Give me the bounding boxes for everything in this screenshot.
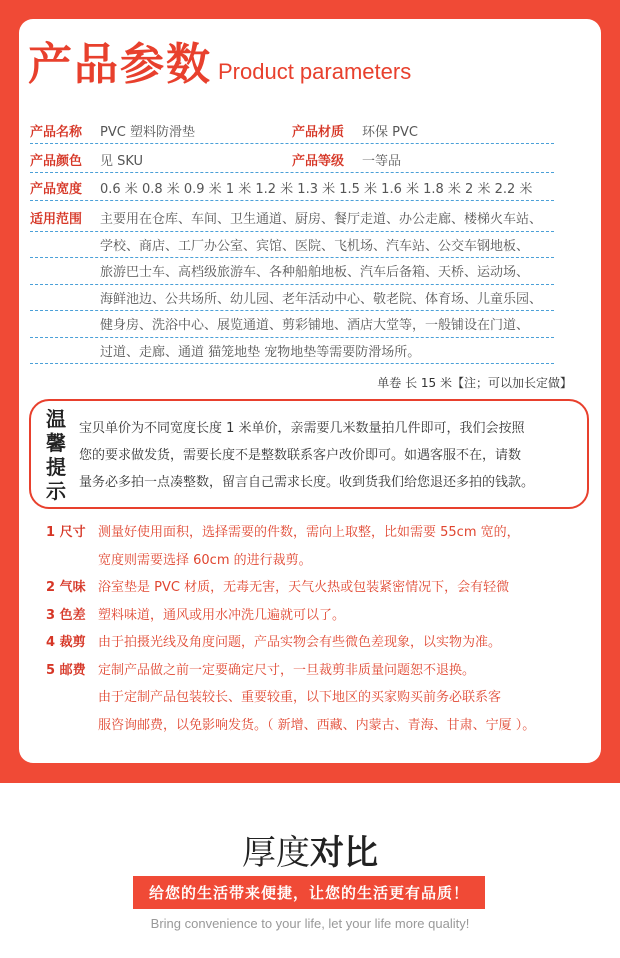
note-key: 4 裁剪 — [46, 635, 86, 650]
note-row — [30, 712, 570, 740]
note-row — [30, 547, 570, 575]
tip-line: 量务必多拍一点凑整数，留言自己需求长度。收到货我们给您退还多拍的钱款。 — [79, 475, 535, 490]
note-key: 3 色差 — [46, 607, 86, 623]
scope-line: 健身房、洗浴中心、展览通道、剪彩铺地、酒店大堂等，一般铺设在门道、 — [30, 311, 554, 338]
note-text: 服咨询邮费，以免影响发货。（ 新增、西藏、内蒙古、青海、甘肃、宁厦 ）。 — [98, 717, 536, 733]
tip-label: 温馨提示 — [46, 407, 66, 503]
note-key: 5 邮费 — [46, 662, 86, 678]
scope-line: 学校、商店、工厂办公室、宾馆、医院、飞机场、汽车站、公交车钢地板、 — [30, 232, 554, 259]
param-row-color-grade — [30, 146, 554, 173]
param-material — [292, 121, 554, 140]
scope-text: 主要用在仓库、车间、卫生通道、厨房、餐厅走道、办公走廊、楼梯火车站、 — [100, 212, 543, 228]
usage-scope — [30, 205, 554, 364]
note-text: 浴室垫是 PVC 材质，无毒无害，天气火热或包装紧密情况下，会有轻微 — [98, 580, 510, 595]
note-row — [30, 574, 570, 602]
note-key: 1 尺寸 — [46, 525, 86, 540]
page-title: 产品参数 — [28, 39, 212, 90]
note-row — [30, 684, 570, 712]
slogan-english: Bring convenience to your life, let your life more quality! — [150, 916, 470, 931]
tip-line: 您的要求做发货，需要长度不是整数联系客户改价即可。如遇客服不在，请数 — [79, 448, 522, 463]
scope-line: 过道、走廊、通道 猫笼地垫 宠物地垫等需要防滑场所。 — [30, 338, 554, 365]
param-value: PVC 塑料防滑垫 — [100, 124, 195, 140]
note-text: 宽度则需要选择 60cm 的进行裁剪。 — [98, 552, 312, 568]
slogan-banner: 给您的生活带来便捷，让您的生活更有品质！ — [133, 876, 485, 909]
param-value: 见 SKU — [100, 153, 144, 169]
note-key: 2 气味 — [46, 580, 86, 595]
title-light: 厚度 — [242, 833, 310, 873]
tip-line: 宝贝单价为不同宽度长度 1 米单价，亲需要几米数量拍几件即可，我们会按照 — [79, 421, 525, 436]
note-text: 由于定制产品包装较长、重要较重，以下地区的买家购买前务必联系客 — [98, 690, 502, 705]
note-key — [30, 684, 98, 712]
note-key — [30, 712, 98, 740]
note-text: 塑料味道，通风或用水冲洗几遍就可以了。 — [98, 607, 346, 623]
param-name — [30, 121, 292, 140]
param-label: 适用范围 — [30, 212, 83, 228]
param-label: 产品宽度 — [30, 181, 83, 197]
note-key — [30, 547, 98, 575]
scope-line — [30, 205, 554, 232]
unit-note: 单卷 长 15 米【注；可以加长定做】 — [377, 376, 572, 390]
param-label: 产品材质 — [292, 124, 345, 140]
param-value: 一等品 — [362, 153, 402, 169]
notes-list — [30, 519, 570, 739]
param-color — [30, 150, 292, 169]
tip-text — [79, 415, 579, 496]
scope-line: 旅游巴士车、高档级旅游车、各种船舶地板、汽车后备箱、天桥、运动场、 — [30, 258, 554, 285]
title-bold: 对比 — [310, 833, 378, 873]
note-row — [30, 629, 570, 657]
note-row — [30, 519, 570, 547]
param-row-name-material — [30, 117, 554, 144]
page-title-english: Product parameters — [218, 59, 412, 84]
param-value: 0.6 米 0.8 米 0.9 米 1 米 1.2 米 1.3 米 1.5 米 1.6 米 1.8 米 2 米 2.2 米 — [100, 181, 533, 197]
note-text: 定制产品做之前一定要确定尺寸，一旦裁剪非质量问题恕不退换。 — [98, 662, 476, 678]
thickness-section-title — [0, 825, 620, 874]
note-text: 测量好使用面积，选择需要的件数，需向上取整，比如需要 55cm 宽的， — [98, 525, 520, 540]
param-label: 产品等级 — [292, 153, 345, 169]
param-grade — [292, 150, 554, 169]
tip-box — [29, 399, 589, 509]
param-value: 环保 PVC — [362, 124, 418, 140]
note-text: 由于拍摄光线及角度问题，产品实物会有些微色差现象，以实物为准。 — [98, 635, 502, 650]
note-row — [30, 602, 570, 630]
param-row-width — [30, 174, 554, 201]
note-row — [30, 657, 570, 685]
param-label: 产品名称 — [30, 124, 83, 140]
param-label: 产品颜色 — [30, 153, 83, 169]
scope-line: 海鲜池边、公共场所、幼儿园、老年活动中心、敬老院、体育场、儿童乐园、 — [30, 285, 554, 312]
section-header — [28, 28, 411, 92]
